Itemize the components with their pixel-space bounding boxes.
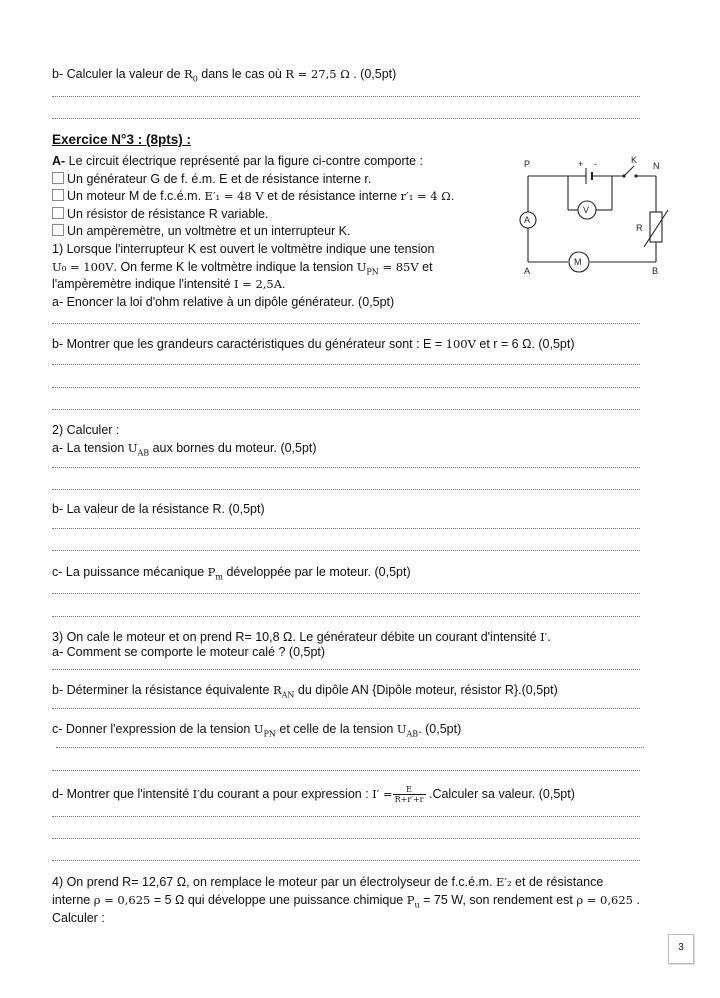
answer-line xyxy=(52,816,640,817)
equation: R = 27,5 Ω xyxy=(285,67,350,81)
symbol-r: R xyxy=(272,683,282,697)
answer-line xyxy=(52,467,640,468)
label-v: V xyxy=(583,205,590,215)
question-1-line-1: 1) Lorsque l'interrupteur K est ouvert le voltmètre indique une tension xyxy=(52,242,435,256)
subscript: 0 xyxy=(192,74,198,84)
text: . (0,5pt) xyxy=(418,722,462,736)
answer-line xyxy=(52,96,640,97)
subscript: AN xyxy=(281,690,295,700)
page-number: 3 xyxy=(668,934,694,964)
answer-line xyxy=(52,118,640,119)
list-item xyxy=(52,223,350,239)
answer-line xyxy=(52,489,640,490)
text: Un résistor de résistance R variable. xyxy=(67,207,269,221)
symbol-u: U xyxy=(253,722,264,736)
resistor-r xyxy=(650,212,662,242)
label-p: P xyxy=(524,159,531,169)
question-1b xyxy=(52,336,575,352)
text: Un ampèremètre, un voltmètre et un interrupteur K. xyxy=(67,224,351,238)
question-2b: b- La valeur de la résistance R. (0,5pt) xyxy=(52,502,265,516)
text: développée par le moteur. (0,5pt) xyxy=(223,565,411,579)
answer-line xyxy=(52,770,640,771)
fraction xyxy=(393,785,426,804)
list-item xyxy=(52,206,268,222)
text: . xyxy=(282,277,286,291)
text: et celle de la tension xyxy=(275,722,397,736)
question-1-line-3 xyxy=(52,276,286,292)
equation: E′₁ = 48 V xyxy=(204,189,264,203)
text: b- Calculer la valeur de xyxy=(52,67,185,81)
answer-line xyxy=(52,593,640,594)
question-4-line-1 xyxy=(52,874,603,890)
subscript: AB xyxy=(137,448,150,458)
text: b- Déterminer la résistance équivalente xyxy=(52,683,273,697)
question-3c xyxy=(52,721,461,743)
list-item xyxy=(52,171,371,187)
question-2a xyxy=(52,440,317,462)
text: du courant a pour expression : xyxy=(199,786,373,801)
subscript: m xyxy=(215,572,223,582)
switch-contact xyxy=(622,174,625,177)
answer-line xyxy=(52,323,640,324)
question-3b xyxy=(52,682,558,704)
question-3d xyxy=(52,785,575,804)
text: c- La puissance mécanique xyxy=(52,565,208,579)
switch-k-lever xyxy=(624,166,634,176)
switch-contact xyxy=(634,174,637,177)
answer-line xyxy=(52,860,640,861)
text: 4) On prend R= 12,67 Ω, on remplace le moteur par un électrolyseur de f.c.é.m. xyxy=(52,875,496,889)
symbol-i: I′ xyxy=(192,786,200,801)
answer-line xyxy=(52,838,640,839)
label-plus: + xyxy=(578,159,584,169)
text: a- La tension xyxy=(52,441,128,455)
text: .Calculer sa valeur. (0,5pt) xyxy=(425,786,575,801)
checkbox-icon xyxy=(52,224,64,236)
equation: ρ = 0,625 xyxy=(93,893,151,907)
label-minus: - xyxy=(594,159,597,169)
equation: I = 2,5A xyxy=(233,277,283,291)
question-4-line-2 xyxy=(52,892,640,914)
text: et de résistance interne xyxy=(263,189,401,203)
label-k: K xyxy=(631,155,638,165)
text: et de résistance xyxy=(511,875,604,889)
equation: r′₁ = 4 Ω. xyxy=(400,189,455,203)
numerator: E xyxy=(393,785,426,795)
text: et xyxy=(418,260,433,274)
subscript: PN xyxy=(366,267,379,277)
text: l'ampèremètre indique l'intensité xyxy=(52,277,234,291)
part-a-intro xyxy=(52,153,423,169)
text: Un générateur G de f. é.m. E et de résistance interne r. xyxy=(67,172,372,186)
answer-line xyxy=(52,528,640,529)
symbol-p: P xyxy=(406,893,415,907)
equation: 100V xyxy=(445,337,476,351)
checkbox-icon xyxy=(52,207,64,219)
answer-line xyxy=(52,669,640,670)
exercise-title: Exercice N°3 : (8pts) : xyxy=(52,132,191,147)
text: du dipôle AN {Dipôle moteur, résistor R}.(0,5pt) xyxy=(294,683,558,697)
equation: ρ = 0,625 xyxy=(576,893,633,907)
equation: U₀ = 100V xyxy=(52,260,114,274)
question-3-title xyxy=(52,629,551,645)
text: = 75 W, son rendement est xyxy=(419,893,577,907)
symbol-p: P xyxy=(207,565,216,579)
question-2-title: 2) Calculer : xyxy=(52,423,120,437)
subscript: u xyxy=(414,900,420,910)
subscript: AB xyxy=(406,729,419,739)
symbol-i: I′ xyxy=(540,630,548,644)
answer-line xyxy=(52,387,640,388)
text: et r = 6 Ω. (0,5pt) xyxy=(475,337,575,351)
text: interne xyxy=(52,893,94,907)
symbol-u: U xyxy=(127,441,138,455)
text: = 5 Ω qui développe une puissance chimique xyxy=(150,893,407,907)
label-b: B xyxy=(652,266,659,276)
list-item xyxy=(52,188,454,204)
answer-line xyxy=(52,364,640,365)
text: . xyxy=(547,630,551,644)
answer-line xyxy=(52,616,640,617)
label-ammeter: A xyxy=(524,215,531,225)
part-a-label: A- xyxy=(52,154,66,168)
text: Le circuit électrique représenté par la figure ci-contre comporte : xyxy=(65,154,424,168)
answer-line xyxy=(52,550,640,551)
denominator: R+r′+r xyxy=(394,795,424,804)
label-r: R xyxy=(636,223,643,233)
question-3a: a- Comment se comporte le moteur calé ? (0,5pt) xyxy=(52,645,326,659)
text: . (0,5pt) xyxy=(349,67,397,81)
equation: I′ = xyxy=(372,786,393,801)
label-a: A xyxy=(524,266,531,276)
variable-arrow xyxy=(644,210,668,247)
answer-line xyxy=(52,409,640,410)
checkbox-icon xyxy=(52,189,64,201)
text: b- Montrer que les grandeurs caractéristiques du générateur sont : E = xyxy=(52,337,446,351)
equation: = 85V xyxy=(378,260,419,274)
answer-line xyxy=(56,747,644,748)
question-1a: a- Enoncer la loi d'ohm relative à un dipôle générateur. (0,5pt) xyxy=(52,295,395,309)
answer-line xyxy=(52,708,640,709)
question-4-line-3: Calculer : xyxy=(52,911,105,925)
symbol-r: R xyxy=(184,67,193,81)
question-b-calc-r0 xyxy=(52,66,396,88)
label-m: M xyxy=(574,257,582,267)
label-n: N xyxy=(653,161,660,171)
question-2c xyxy=(52,564,411,586)
text: 3) On cale le moteur et on prend R= 10,8 Ω. Le générateur débite un courant d'intensité xyxy=(52,630,541,644)
text: . xyxy=(632,893,640,907)
text: aux bornes du moteur. (0,5pt) xyxy=(149,441,317,455)
text: . On ferme K le voltmètre indique la tension xyxy=(113,260,357,274)
symbol-u: U xyxy=(396,722,407,736)
text: c- Donner l'expression de la tension xyxy=(52,722,254,736)
checkbox-icon xyxy=(52,172,64,184)
circuit-diagram xyxy=(516,152,676,278)
text: Un moteur M de f.c.é.m. xyxy=(67,189,205,203)
symbol-u: U xyxy=(356,260,367,274)
equation: E′₂ xyxy=(495,875,512,889)
text: dans le cas où xyxy=(197,67,286,81)
subscript: PN xyxy=(263,729,276,739)
text: d- Montrer que l'intensité xyxy=(52,786,193,801)
